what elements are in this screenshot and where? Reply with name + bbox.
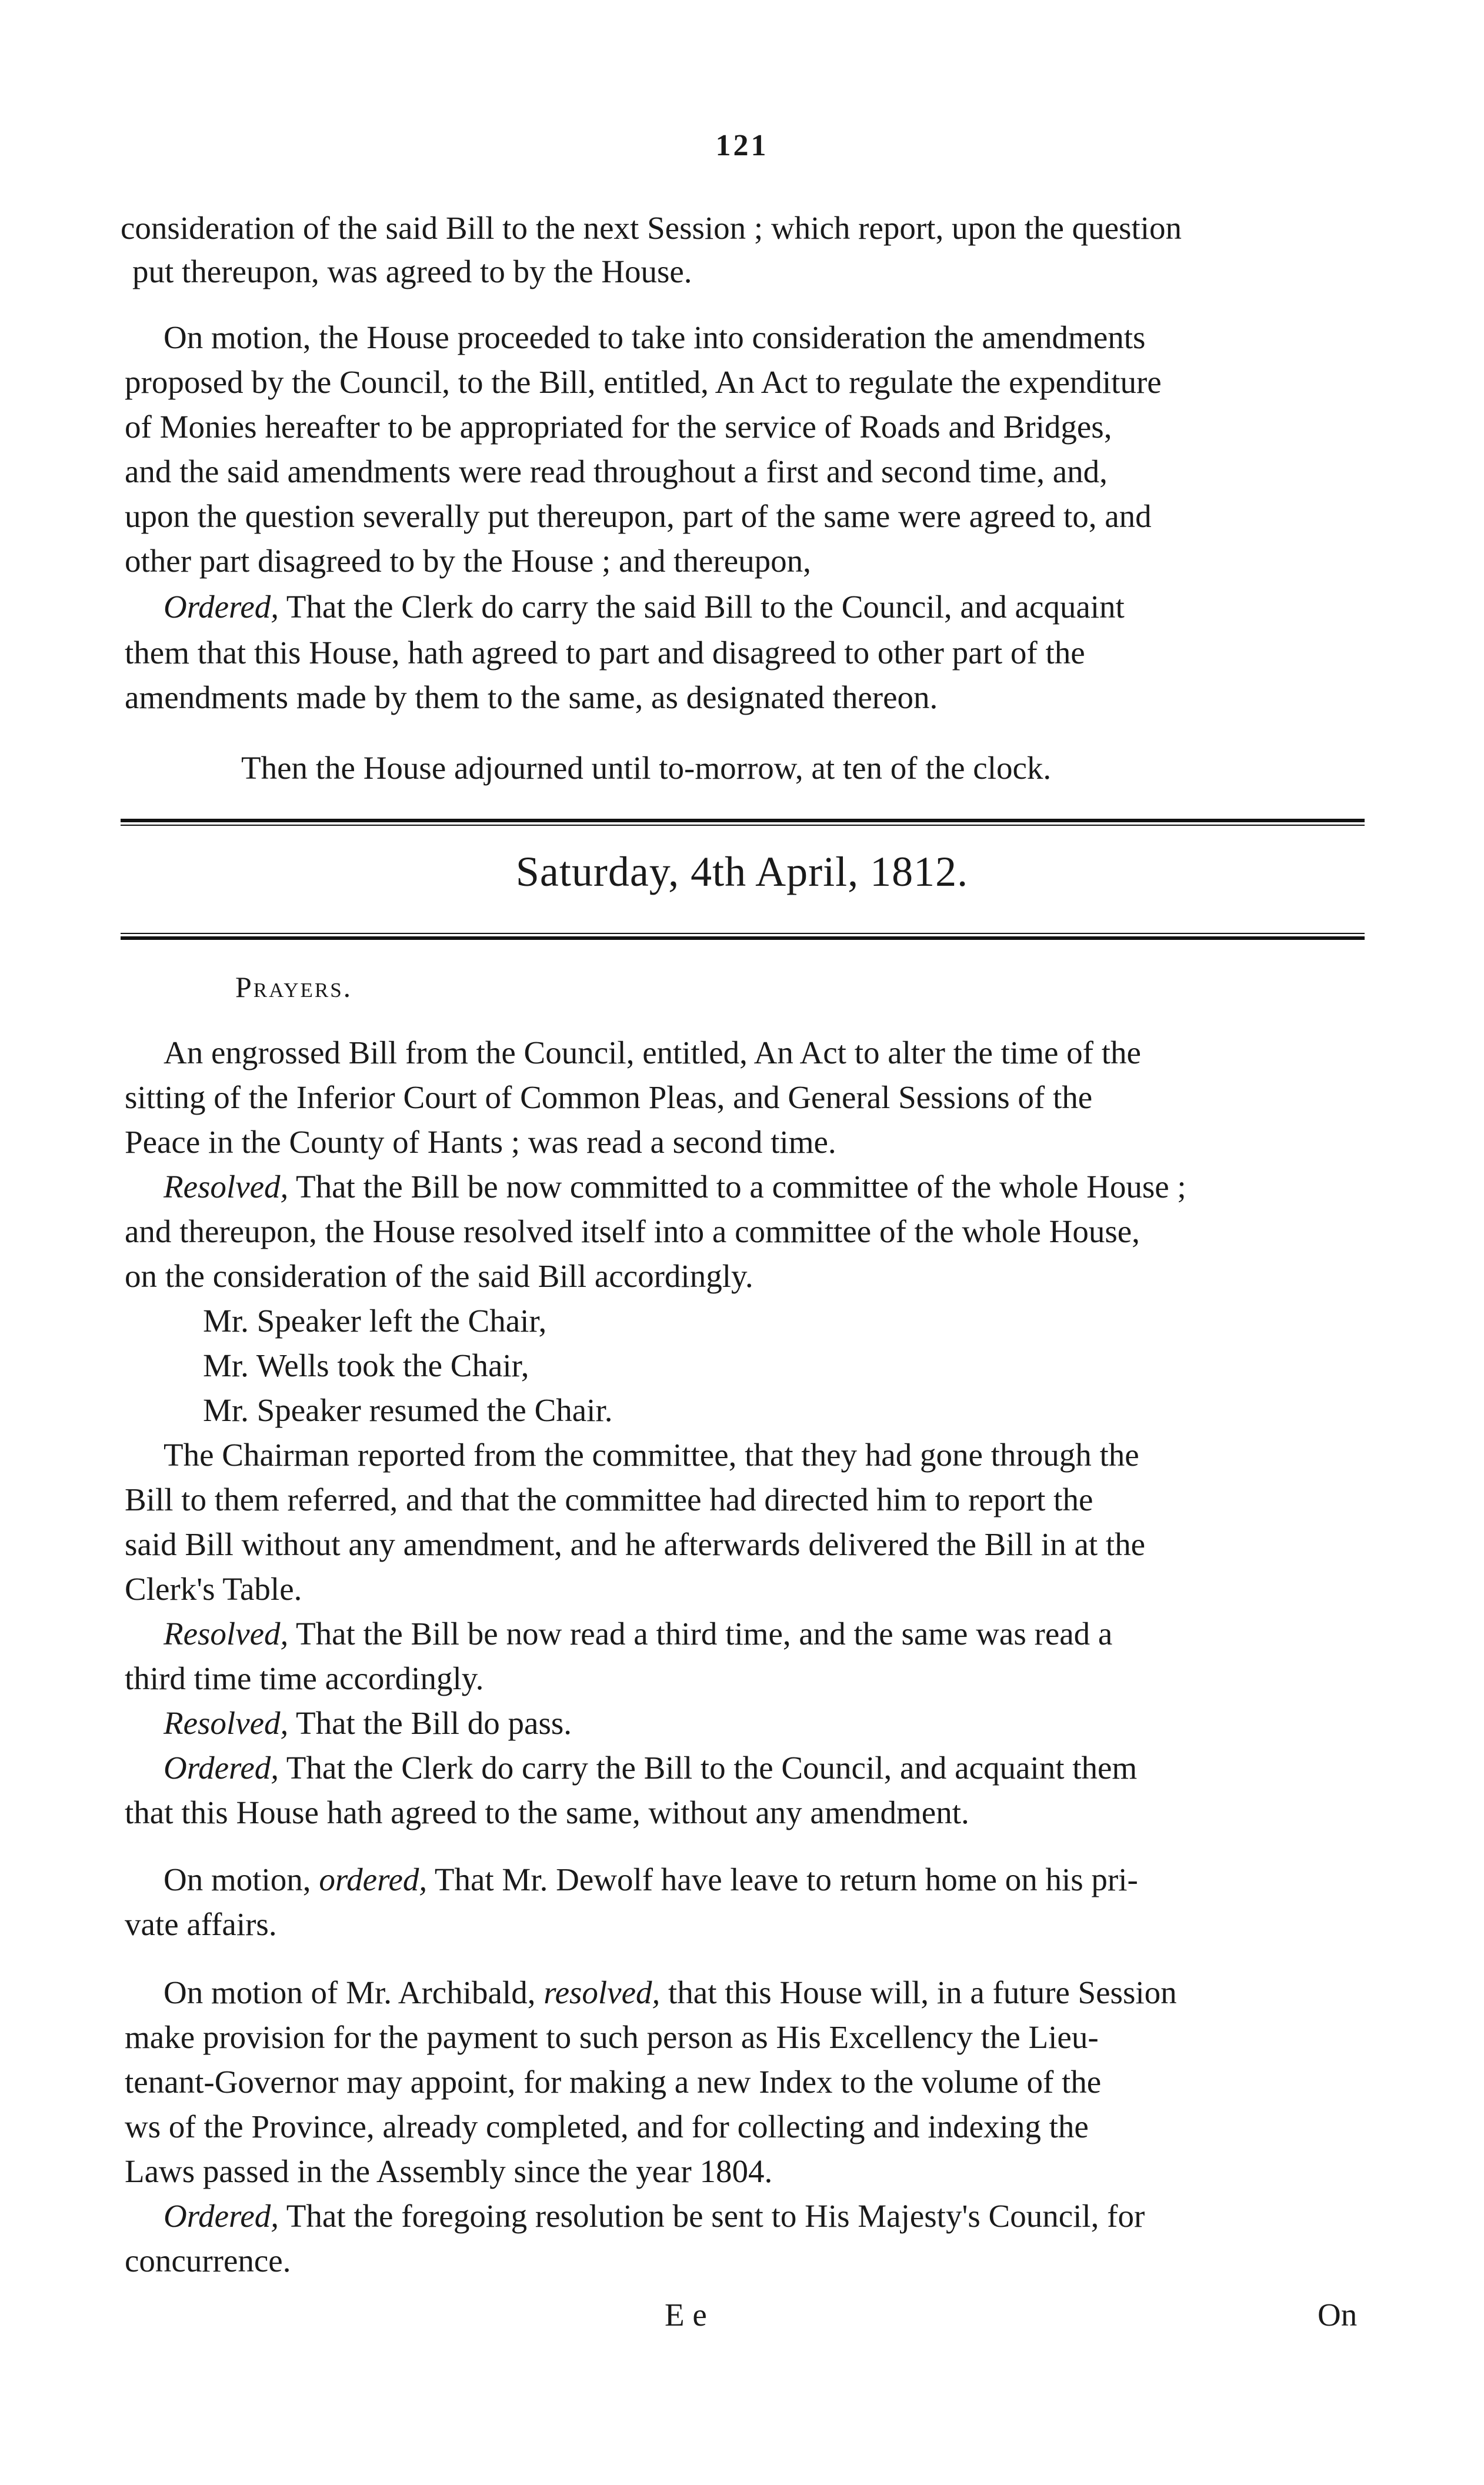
text-line: tenant-Governor may appoint, for making a new Index to the volume of the: [125, 2064, 1102, 2100]
text-line: Bill to them referred, and that the committee had directed him to report the: [125, 1482, 1093, 1517]
text-line: vate affairs.: [125, 1906, 277, 1942]
text-line: Mr. Speaker left the Chair,: [203, 1303, 547, 1339]
text-line: [164, 1747, 1137, 1789]
text-line: Clerk's Table.: [125, 1571, 302, 1607]
text-line: Laws passed in the Assembly since the year 1804.: [125, 2153, 773, 2189]
signature-mark: E e: [665, 2297, 707, 2333]
text-span: That Mr. Dewolf have leave to return home on his pri-: [434, 1862, 1138, 1897]
resolved-label: resolved,: [543, 1974, 661, 2010]
text-line: on the consideration of the said Bill accordingly.: [125, 1258, 753, 1294]
text-line: other part disagreed to by the House ; and thereupon,: [125, 543, 811, 579]
ordered-label: ordered,: [319, 1862, 428, 1897]
text-line: An engrossed Bill from the Council, entitled, An Act to alter the time of the: [164, 1035, 1141, 1070]
text-span: That the Bill do pass.: [296, 1705, 572, 1741]
text-line: ws of the Province, already completed, and for collecting and indexing the: [125, 2109, 1089, 2144]
text-line: Peace in the County of Hants ; was read a second time.: [125, 1124, 836, 1160]
text-line: Mr. Speaker resumed the Chair.: [203, 1392, 613, 1428]
text-line: put thereupon, was agreed to by the House.: [132, 253, 692, 289]
page-number: 121: [715, 129, 769, 162]
text-span: That the foregoing resolution be sent to His Majesty's Council, for: [286, 2198, 1145, 2234]
text-line: [164, 1702, 572, 1744]
text-line: [164, 2195, 1145, 2237]
ordered-label: Ordered,: [164, 589, 279, 625]
text-line: amendments made by them to the same, as designated thereon.: [125, 679, 938, 715]
text-line: consideration of the said Bill to the next Session ; which report, upon the question: [121, 210, 1182, 246]
horizontal-rule: [121, 936, 1365, 940]
text-span: On motion,: [164, 1862, 311, 1897]
text-line: of Monies hereafter to be appropriated for the service of Roads and Bridges,: [125, 409, 1112, 445]
text-span: That the Clerk do carry the said Bill to the Council, and acquaint: [286, 589, 1125, 625]
text-line: [164, 1859, 1138, 1901]
ordered-label: Ordered,: [164, 1750, 279, 1786]
text-span: that this House will, in a future Session: [668, 1974, 1177, 2010]
text-line: and thereupon, the House resolved itself into a committee of the whole House,: [125, 1213, 1140, 1249]
text-line: [164, 1972, 1177, 2014]
text-line: that this House hath agreed to the same, without any amendment.: [125, 1794, 969, 1830]
text-line: third time time accordingly.: [125, 1660, 484, 1696]
text-line: [164, 1613, 1112, 1655]
text-line: make provision for the payment to such person as His Excellency the Lieu-: [125, 2019, 1099, 2055]
text-line: [164, 586, 1125, 628]
text-span: That the Clerk do carry the Bill to the Council, and acquaint them: [286, 1750, 1138, 1786]
text-line: sitting of the Inferior Court of Common Pleas, and General Sessions of the: [125, 1079, 1093, 1115]
horizontal-rule: [121, 825, 1365, 826]
resolved-label: Resolved,: [164, 1616, 289, 1652]
text-line: them that this House, hath agreed to part and disagreed to other part of the: [125, 635, 1085, 671]
text-line: On motion, the House proceeded to take into consideration the amendments: [164, 319, 1146, 355]
horizontal-rule: [121, 933, 1365, 934]
date-heading: Saturday, 4th April, 1812.: [515, 848, 969, 895]
text-span: That the Bill be now committed to a committee of the whole House ;: [296, 1169, 1186, 1205]
adjournment-line: Then the House adjourned until to-morrow, at ten of the clock.: [241, 750, 1052, 786]
resolved-label: Resolved,: [164, 1169, 289, 1205]
ordered-label: Ordered,: [164, 2198, 279, 2234]
text-line: proposed by the Council, to the Bill, entitled, An Act to regulate the expenditure: [125, 364, 1162, 400]
catchword: On: [1318, 2297, 1358, 2333]
text-line: concurrence.: [125, 2243, 291, 2279]
text-line: Mr. Wells took the Chair,: [203, 1347, 529, 1383]
resolved-label: Resolved,: [164, 1705, 289, 1741]
text-line: [164, 1166, 1186, 1208]
text-span: That the Bill be now read a third time, and the same was read a: [296, 1616, 1113, 1652]
horizontal-rule: [121, 819, 1365, 822]
prayers-heading: Prayers.: [235, 970, 353, 1003]
text-span: On motion of Mr. Archibald,: [164, 1974, 536, 2010]
text-line: The Chairman reported from the committee, that they had gone through the: [164, 1437, 1139, 1473]
text-line: and the said amendments were read throughout a first and second time, and,: [125, 453, 1108, 489]
text-line: upon the question severally put thereupon, part of the same were agreed to, and: [125, 498, 1152, 534]
text-line: said Bill without any amendment, and he afterwards delivered the Bill in at the: [125, 1526, 1146, 1562]
